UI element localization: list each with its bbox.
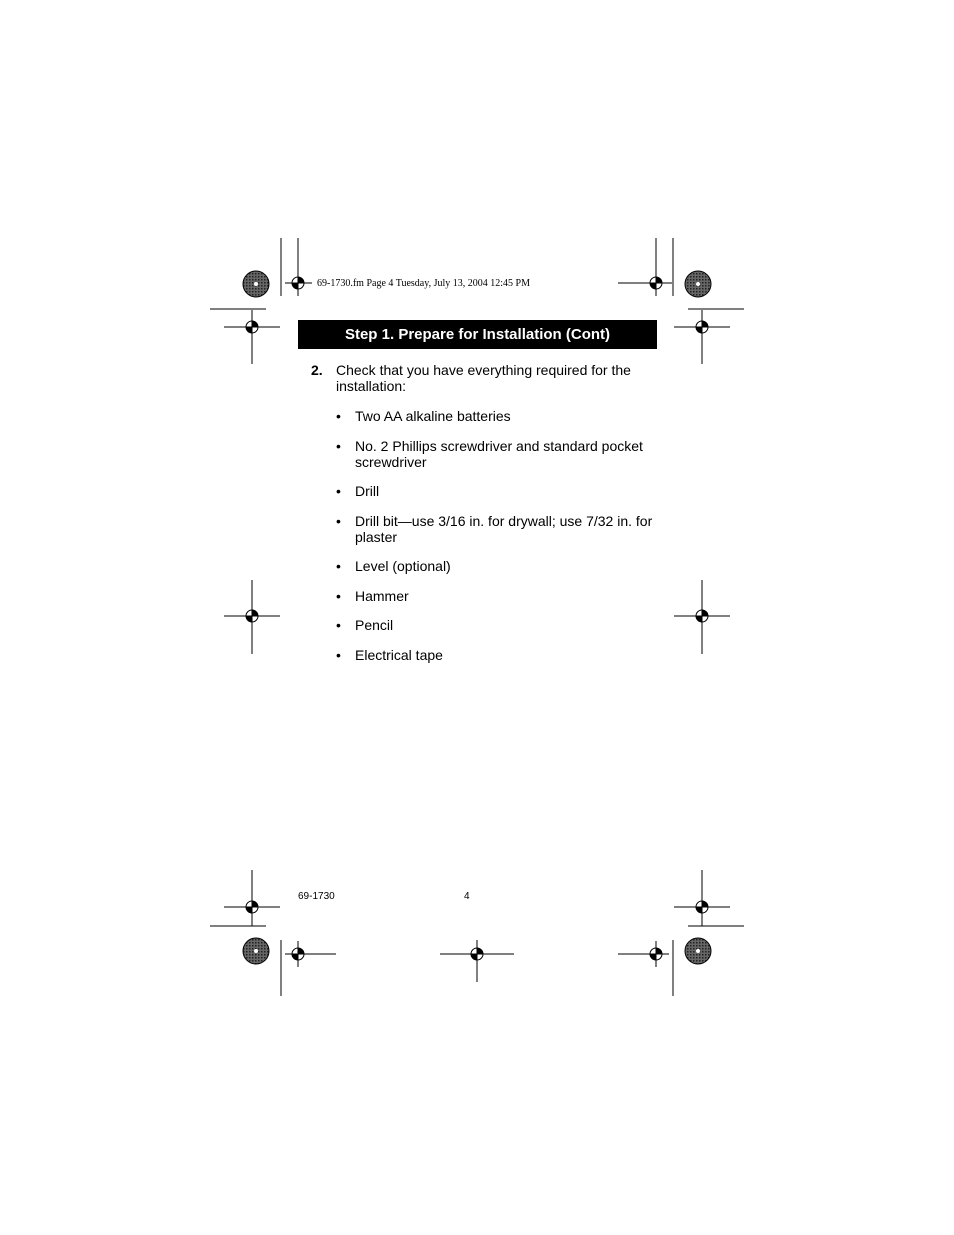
list-item-text: Pencil: [355, 617, 394, 633]
list-item-text: No. 2 Phillips screwdriver and standard pocket screwdriver: [355, 438, 643, 470]
bullet-icon: •: [336, 617, 341, 633]
step-number: 2.: [311, 362, 323, 378]
bullet-icon: •: [336, 588, 341, 604]
list-item-text: Drill bit—use 3/16 in. for drywall; use 7/32 in. for plaster: [355, 513, 653, 545]
list-item-text: Drill: [355, 483, 380, 499]
bullet-icon: •: [336, 558, 341, 574]
list-item-text: Level (optional): [355, 558, 451, 574]
footer-doc-code: 69-1730: [298, 891, 335, 902]
bullet-icon: •: [336, 438, 341, 454]
bullet-icon: •: [336, 647, 341, 663]
bullet-icon: •: [336, 408, 341, 424]
list-item-text: Electrical tape: [355, 647, 443, 663]
list-item-text: Hammer: [355, 588, 409, 604]
bullet-icon: •: [336, 483, 341, 499]
footer-page-number: 4: [464, 891, 470, 902]
list-item-text: Two AA alkaline batteries: [355, 408, 511, 424]
section-title-banner: Step 1. Prepare for Installation (Cont): [298, 320, 657, 349]
step-text: Check that you have everything required for the installation:: [336, 362, 631, 394]
bullet-icon: •: [336, 513, 341, 529]
print-slug-line: 69-1730.fm Page 4 Tuesday, July 13, 2004 12:45 PM: [317, 278, 530, 289]
